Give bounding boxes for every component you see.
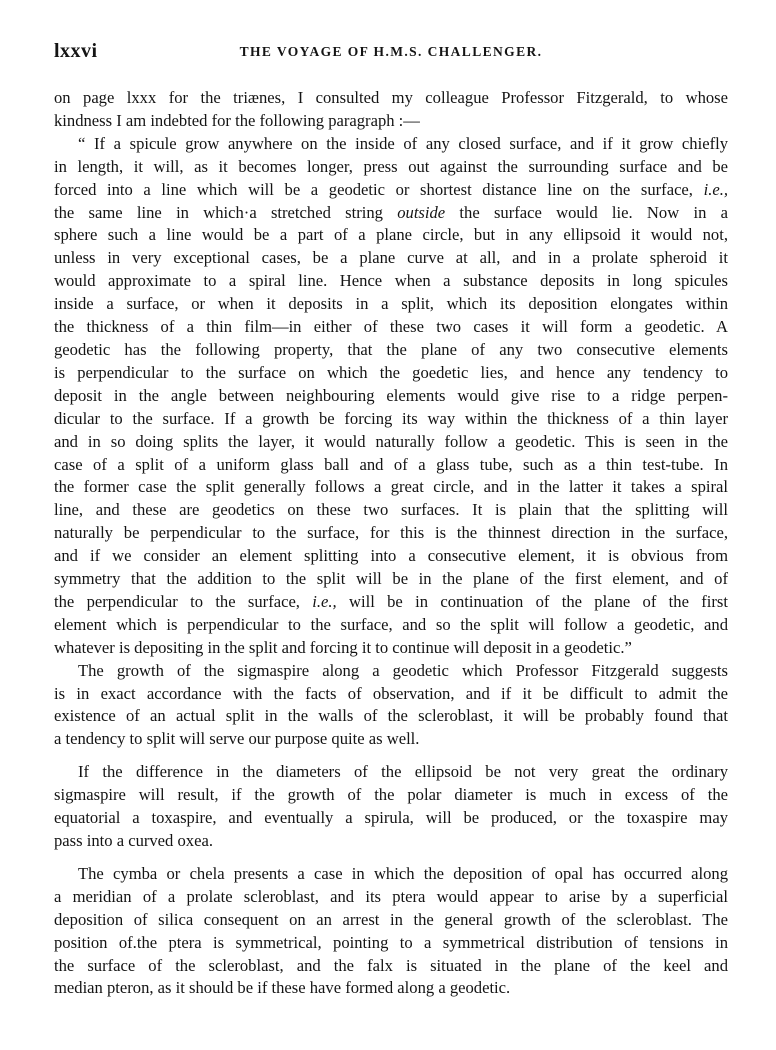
- text-line: The growth of the sigmaspire along a geodetic which Professor Fitzgerald suggests: [78, 660, 728, 680]
- paragraph: [54, 863, 728, 1000]
- text-line: and if we consider an element splitting into a consecutive element, it is obvious from: [54, 546, 728, 566]
- page: [54, 40, 728, 1000]
- text-line: a meridian of a prolate scleroblast, and its ptera would appear to arise by a superficial: [54, 886, 728, 906]
- text-line: pass into a curved oxea.: [54, 831, 213, 850]
- text-line: dicular to the surface. If a growth be forcing its way within the thickness of a thin layer: [54, 408, 728, 428]
- text-line: deposition of silica consequent on an arrest in the general growth of the scleroblast. The: [54, 909, 728, 929]
- text-line: unless in very exceptional cases, be a plane curve at all, and in a prolate spheroid it: [54, 248, 728, 268]
- text-line: whatever is depositing in the split and forcing it to continue will deposit in a geodetic.”: [54, 637, 632, 657]
- paragraph: [54, 133, 728, 660]
- text-line: case of a split of a uniform glass ball and of a glass tube, such as a thin test-tube. In: [54, 454, 728, 474]
- text-line: the surface of the scleroblast, and the falx is situated in the plane of the keel and: [54, 955, 728, 975]
- text-line: equatorial a toxaspire, and eventually a spirula, will be produced, or the toxaspire may: [54, 808, 728, 828]
- running-head: [54, 40, 728, 70]
- text-line: “ If a spicule grow anywhere on the inside of any closed surface, and if it grow chiefly: [78, 133, 728, 153]
- text-line: position of.the ptera is symmetrical, pointing to a symmetrical distribution of tensions in: [54, 932, 728, 952]
- text-line: a tendency to split will serve our purpose quite as well.: [54, 729, 420, 749]
- text-line: the thickness of a thin film—in either of these two cases it will form a geodetic. A: [54, 317, 728, 337]
- text-line: in length, it will, as it becomes longer, press out against the surrounding surface and be: [54, 156, 728, 176]
- text-line: sphere such a line would be a part of a plane circle, but in any ellipsoid it would not,: [54, 225, 728, 245]
- paragraph-gap: [54, 751, 728, 761]
- text-line: deposit in the angle between neighbouring elements would give rise to a ridge perpen-: [54, 385, 728, 405]
- text-line: the perpendicular to the surface, i.e., will be in continuation of the plane of the first: [54, 591, 728, 611]
- text-line: median pteron, as it should be if these have formed along a geodetic.: [54, 978, 511, 998]
- text-line: If the difference in the diameters of the ellipsoid be not very great the ordinary: [78, 762, 728, 782]
- text-line: on page lxxx for the triænes, I consulted my colleague Professor Fitzgerald, to whose: [54, 88, 728, 107]
- text-line: would approximate to a spiral line. Hence when a substance deposits in long spicules: [54, 271, 728, 291]
- paragraph: [54, 761, 728, 853]
- text-line: is in exact accordance with the facts of observation, and if it be difficult to admit the: [54, 683, 728, 703]
- text-line: geodetic has the following property, that the plane of any two consecutive elements: [54, 339, 728, 359]
- text-line: kindness I am indebted for the following paragraph :—: [54, 110, 420, 130]
- paragraph-gap: [54, 853, 728, 863]
- text-line: the former case the split generally follows a great circle, and in the latter it takes a spiral: [54, 477, 728, 497]
- paragraph: [54, 660, 728, 752]
- text-line: inside a surface, or when it deposits in a split, which its deposition elongates within: [54, 294, 728, 314]
- text-line: sigmaspire will result, if the growth of the polar diameter is much in excess of the: [54, 785, 728, 805]
- text-line: element which is perpendicular to the surface, and so the split will follow a geodetic, and: [54, 614, 728, 634]
- text-line: is perpendicular to the surface on which the goedetic lies, and hence any tendency to: [54, 362, 728, 382]
- running-title: THE VOYAGE OF H.M.S. CHALLENGER.: [239, 44, 543, 59]
- paragraph: [54, 87, 728, 133]
- text-line: line, and these are geodetics on these two surfaces. It is plain that the splitting will: [54, 500, 728, 520]
- text-line: forced into a line which will be a geodetic or shortest distance line on the surface, i.e.,: [54, 179, 728, 199]
- text-line: existence of an actual split in the walls of the scleroblast, it will be probably found that: [54, 706, 728, 726]
- text-line: naturally be perpendicular to the surface, for this is the thinnest direction in the surface,: [54, 523, 728, 543]
- text-line: and in so doing splits the layer, it would naturally follow a geodetic. This is seen in the: [54, 431, 728, 451]
- page-number: lxxvi: [54, 40, 98, 62]
- body-text: [54, 87, 728, 1000]
- text-line: the same line in which·a stretched string outside the surface would lie. Now in a: [54, 202, 728, 222]
- text-line: The cymba or chela presents a case in which the deposition of opal has occurred along: [78, 863, 728, 883]
- text-line: symmetry that the addition to the split will be in the plane of the first element, and of: [54, 569, 728, 589]
